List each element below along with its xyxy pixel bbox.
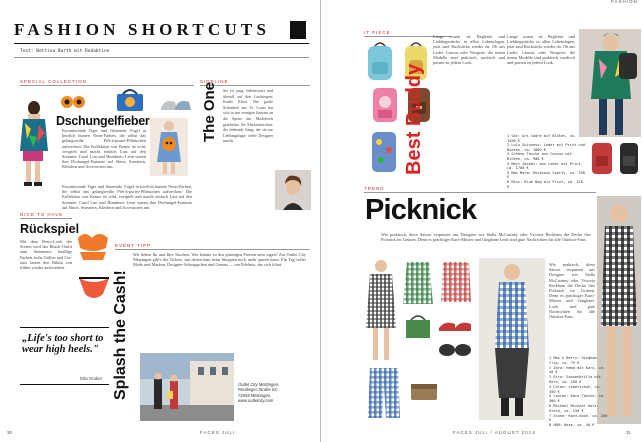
bikini-bottom-photo: [77, 272, 111, 304]
nice-title: Rückspiel: [20, 222, 80, 236]
event-address: [238, 382, 308, 404]
credit-line: 4 Marc Jacobs: aus Leder mit Print, ca. 1700 €: [507, 161, 583, 171]
trend-body-right: Wie praktisch, diese Saison verputzen uns Designer wie Stella McCartney oder Victoria Beckham die Decke fürs Picknick im Grünen. Denn es prächtiger Karo-Muster und Gingham-Look sind gute Nachrichten für alle Outdoor-Fans.: [549, 262, 595, 320]
outlet-city-photo: [140, 353, 234, 421]
nice-body: Mit dem Retro-Look der Sixties wird das Beach-Outfit zum Statement: knallige Farben, hohe Taillen und Cut-outs lassen den Bikini von früher wieder auferstehen.: [20, 239, 72, 271]
sideline-body: Sie ist jung, liebenswert und überall auf den Laufstegen: Karlie Kloss. Die große Schönheit aus St. Louis hat sich in nur wenigen Saisons an die Spitze der Modelwelt gearbeitet. Ihr Markenzeichen: der federnde Gang, der sie zur Lieblingsfigur vieler Designer macht.: [223, 88, 273, 144]
left-page-number: 30: [7, 430, 13, 435]
event-label: EVENT TIPP: [115, 243, 152, 248]
special-title: Dschungelfieber: [56, 114, 150, 128]
printed-backpack-photo: [369, 128, 399, 174]
credit-line: 6 Michael Michael Kors: Kleid, ca. 150 €: [549, 403, 599, 413]
it-piece-body-right: Lange waren sie Begleiter und Lieblingsstücke in allen Lebenslagen, jetzt sind Rucksäcke wieder da. Ob aus Leder, Canvas oder Neopren: die neuen Modelle sind praktisch, modisch und passen zu jedem Look.: [507, 34, 575, 66]
tiger-dress-photo: [150, 118, 188, 176]
gingham-shoes-photo: [437, 314, 473, 334]
special-body: Faszinierende Tiger und flatternde Vögel in herrlich bunten Neon-Farben, die selbst das gelangweilte Prêt-à-porter-Pflänzchen aufwecken: Die Kollektion von Kenzo ist wild, verspielt und macht einfach Lust auf den Sommer. Carol Lim und Humberto Leon setzen ihre Dschungel-Fantasie auf Shirts, Sweatern, Kleidern und Accessoires um.: [62, 128, 146, 170]
masthead-rule: [14, 43, 309, 44]
quote-rule-bottom: [20, 384, 109, 385]
credit-line: 2 Zara: Hemd mit Karo, ca. 40 €: [549, 365, 606, 375]
event-address-line: www.outletcity.com: [238, 398, 274, 404]
credit-line: 7 Stone: Karo-Hose, ca. 200 €: [549, 413, 608, 423]
runway-model-trend-photo: [479, 258, 545, 420]
sideline-title: The One: [201, 81, 218, 142]
trend-label: TREND: [364, 186, 385, 191]
left-magazine-page: [0, 0, 320, 442]
event-rule: [115, 249, 310, 250]
tiger-earrings-photo: [59, 93, 87, 111]
it-piece-label: IT PIECE: [364, 30, 391, 35]
header-right: FASHION: [611, 0, 638, 4]
kenzo-bag-photo: [114, 88, 146, 112]
right-magazine-page: [321, 0, 642, 442]
gingham-sunglasses-photo: [437, 342, 473, 358]
credit-line: Text: Bettina Barth mit Redaktion: [20, 49, 110, 54]
quote-author: Dita Gruber: [80, 376, 103, 381]
right-page-number: 31: [626, 430, 632, 435]
trend-body: Wie praktisch, diese Saison verputzen uns Designer wie Stella McCartney oder Victoria Beckham die Decke fürs Picknick im Grünen. Denn es prächtiger Karo-Muster und Gingham-Look sind gute Nachrichten für alle Outdoor-Fans.: [381, 232, 591, 243]
credit-line: 3 Schöne Tasche aus Canvas mit Blüten, ca. 900 €: [507, 152, 572, 161]
black-backpack-photo: [617, 140, 641, 176]
model-with-backpack-photo: [579, 29, 641, 137]
it-piece-title: Best Buddy: [403, 63, 425, 175]
gingham-clutch-photo: [409, 380, 439, 402]
special-label: SPECIAL COLLECTION: [20, 79, 87, 84]
credit-line: 5 Lauren: Karo-Tasche, ca. 300 €: [549, 394, 606, 404]
event-body: Wir lieben Ihr und Ihre Taschen: Wer könnte zu den günstigen Preisen nein sagen? Zur Outlet City Metzingen gibt's die Tickets, mit denen man beim Shoppen noch mehr sparen kann. Ein Tag voller Mode und Marken, Designer-Schnäppchen und Genuss — ein Erlebnis, das sich lohnt.: [133, 252, 306, 268]
bikini-top-photo: [76, 228, 110, 262]
gingham-skirt-photo: [401, 258, 435, 308]
it-piece-body: Lange waren sie Begleiter und Lieblingsstücke in allen Lebenslagen, jetzt sind Rucksäcke wieder da. Ob aus Leder, Canvas oder Neopren: die neuen Modelle sind praktisch, modisch und passen zu jedem Look.: [433, 34, 505, 66]
red-backpack-photo: [589, 140, 615, 176]
gingham-trousers-photo: [364, 366, 404, 420]
special-body-continued: Faszinierende Tiger und flatternde Vögel in herrlich bunten Neon-Farben, die selbst das gelangweilte Prêt-à-porter-Pflänzchen aufwecken: Die Kollektion von Kenzo ist wild, verspielt und macht einfach Lust auf den Sommer. Carol Lim und Humberto Leon setzen ihre Dschungel-Fantasie auf Shirts, Sweatern, Kleidern und Accessoires um.: [62, 184, 192, 210]
nice-label: NICE TO HAVE: [20, 212, 64, 217]
kenzo-model-photo: [15, 99, 51, 187]
credit-line: 8 H&M: Hose, ca. 40 €: [549, 423, 595, 428]
sideline-label: SIDELINE: [200, 79, 229, 84]
quote-text: „Life's too short to wear high heels.": [22, 333, 104, 355]
gingham-bag-photo: [403, 312, 433, 340]
nice-rule: [20, 218, 72, 219]
credit-line: 3 Etro: Sonnenbrille mit Karo, ca. 250 €: [549, 375, 601, 384]
quote-rule-top: [20, 327, 109, 328]
credit-line: 5 Max Mara: Rucksack Sporty, ca. 350 €: [507, 170, 585, 180]
blue-backpack-photo: [363, 40, 397, 82]
credit-rule: [14, 57, 309, 58]
event-title: Splash the Cash!: [112, 270, 129, 400]
masthead: [14, 20, 310, 40]
trend-title: Picknick: [365, 194, 477, 226]
it-piece-credits: [507, 134, 587, 189]
credit-line: 6 Mini: Blue Bag mit Print, ca. 120 €: [507, 179, 583, 189]
masthead-black-block: [290, 21, 306, 39]
masthead-title: FASHION SHORTCUTS: [14, 20, 271, 39]
karlie-kloss-portrait: [275, 170, 311, 210]
event-address-line: Reutlinger Straße 63,: [238, 387, 278, 393]
credit-line: 2 Lulu Guinness: Leder mit Print und Nieten, ca. 1000 €: [507, 143, 585, 152]
gingham-dress-photo: [364, 258, 398, 362]
pink-backpack-photo: [369, 84, 401, 124]
credit-line: 4 Chloe: Lederschuh, ca. 350 €: [549, 384, 601, 394]
right-footer: FACES JULI / AUGUST 2014: [453, 430, 536, 435]
left-footer: FACES JULI: [200, 430, 236, 435]
kenzo-shoes-photo: [159, 94, 193, 114]
event-address-line: 72555 Metzingen,: [238, 392, 272, 398]
event-address-line: Outlet City Metzingen,: [238, 382, 280, 387]
special-rule: [20, 85, 194, 86]
credit-line: 1 Sac: Ars Cadre mit Blüten, ca. 1200 €: [507, 134, 577, 143]
gingham-top-photo: [439, 258, 473, 306]
trend-credits: [549, 356, 609, 428]
trend-rule: [364, 192, 596, 193]
credit-line: 1 Max & Berry: Gingham-Clip, ca. 79 €: [549, 356, 599, 365]
